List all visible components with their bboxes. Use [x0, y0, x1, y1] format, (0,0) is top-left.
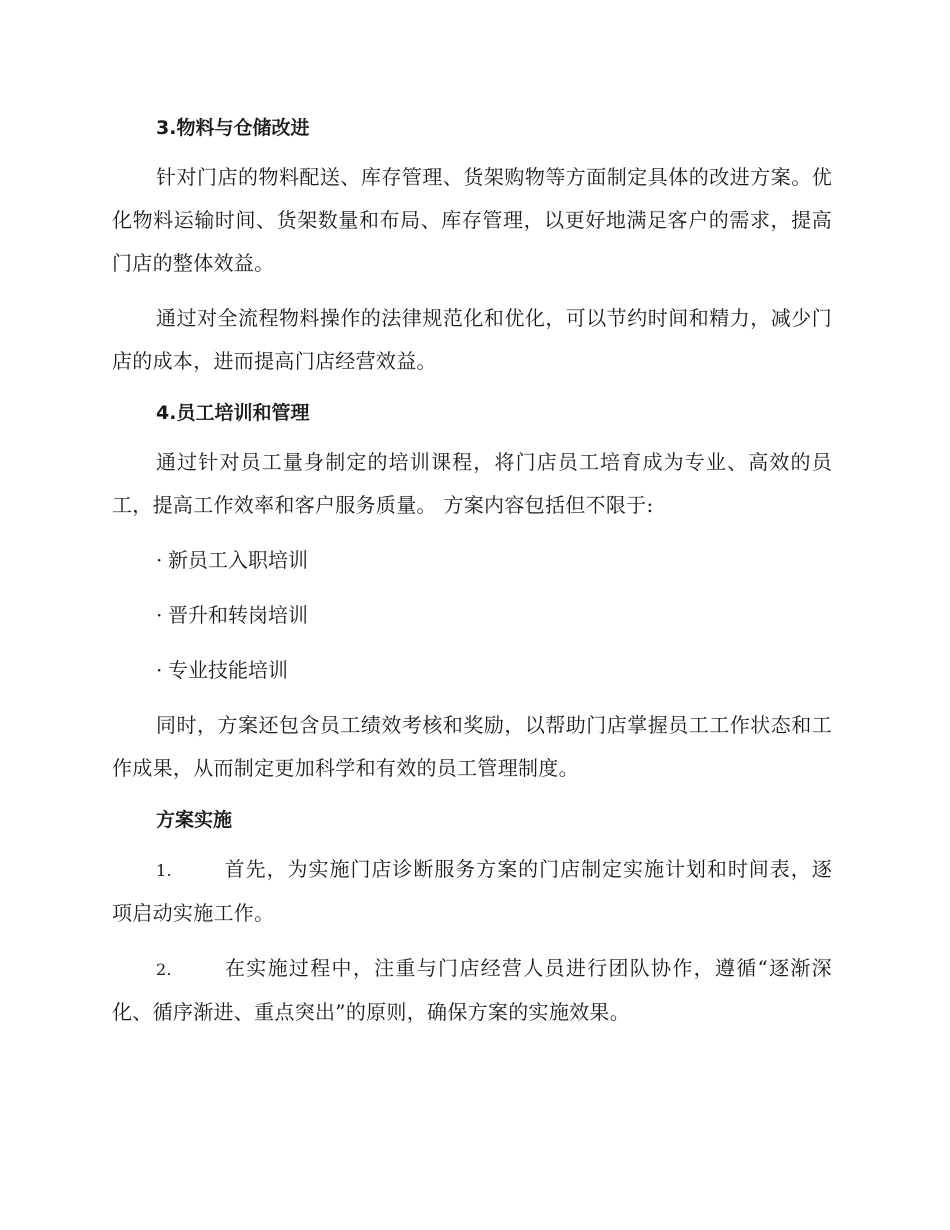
item-text: 在实施过程中，注重与门店经营人员进行团队协作，遵循“逐渐深化、循序渐进、重点突出”的原则，确保方案的实施效果。	[112, 956, 832, 1024]
paragraph-training-2: 同时，方案还包含员工绩效考核和奖励，以帮助门店掌握员工工作状态和工作成果，从而制定更加科学和有效的员工管理制度。	[112, 713, 832, 780]
section-heading-training: 4.员工培训和管理	[156, 402, 310, 424]
bullet-item	[156, 649, 832, 692]
bullet-marker: ·	[156, 658, 163, 682]
bullet-text: 专业技能培训	[168, 658, 288, 682]
item-text: 首先，为实施门店诊断服务方案的门店制定实施计划和时间表，逐项启动实施工作。	[112, 857, 832, 925]
paragraph-materials-1: 针对门店的物料配送、库存管理、货架购物等方面制定具体的改进方案。优化物料运输时间、货架数量和布局、库存管理，以更好地满足客户的需求，提高门店的整体效益。	[112, 165, 832, 275]
bullet-text: 晋升和转岗培训	[168, 603, 308, 627]
bullet-marker: ·	[156, 603, 163, 627]
item-number: 1.	[156, 861, 172, 880]
bullet-item	[156, 539, 832, 582]
item-number: 2.	[156, 960, 172, 979]
paragraph-materials-2: 通过对全流程物料操作的法律规范化和优化，可以节约时间和精力，减少门店的成本，进而提高门店经营效益。	[112, 306, 832, 373]
bullet-item	[156, 594, 832, 637]
numbered-item	[112, 947, 832, 1034]
bullet-text: 新员工入职培训	[168, 548, 308, 572]
section-heading-implementation: 方案实施	[156, 809, 233, 831]
paragraph-training-1: 通过针对员工量身制定的培训课程，将门店员工培育成为专业、高效的员工，提高工作效率和客户服务质量。 方案内容包括但不限于:	[112, 450, 832, 517]
bullet-marker: ·	[156, 548, 163, 572]
numbered-item	[112, 848, 832, 935]
section-heading-materials: 3.物料与仓储改进	[156, 117, 310, 139]
document-body	[112, 110, 832, 1046]
